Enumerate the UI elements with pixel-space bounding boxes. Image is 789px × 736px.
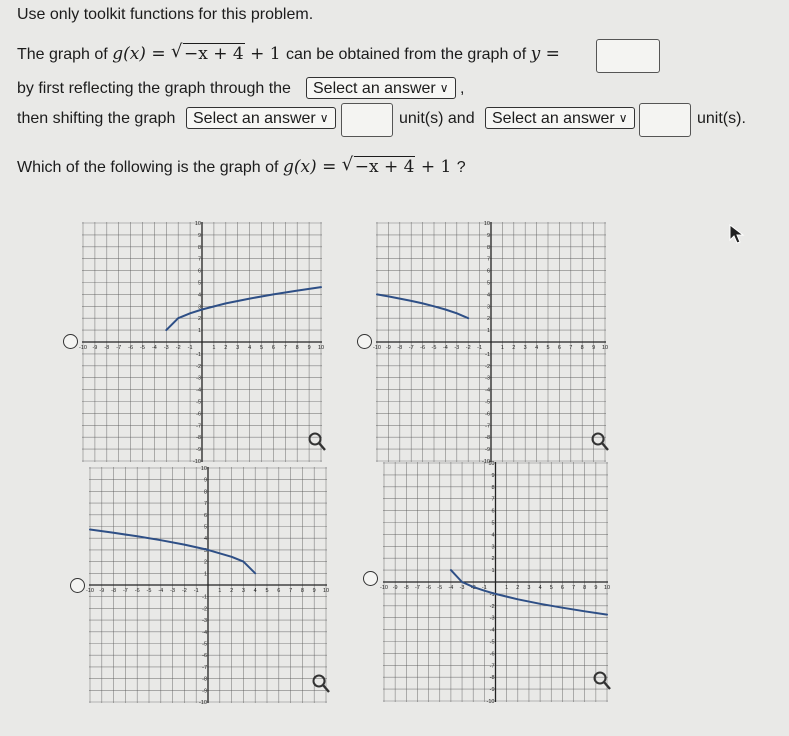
x-tick-label: -10 xyxy=(373,345,381,351)
x-tick-label: -1 xyxy=(477,345,483,351)
parent-function-input[interactable] xyxy=(596,39,660,73)
x-tick-label: 6 xyxy=(560,585,564,591)
y-tick-label: -6 xyxy=(489,651,495,658)
y-tick-label: 4 xyxy=(203,536,207,543)
question-text xyxy=(17,157,466,178)
x-tick-label: 3 xyxy=(236,345,240,351)
y-tick-label: -6 xyxy=(202,653,207,660)
y-tick-label: -2 xyxy=(489,603,495,610)
x-tick-label: -4 xyxy=(151,345,157,351)
reflection-select[interactable] xyxy=(306,77,456,99)
y-tick-label: -5 xyxy=(489,639,495,646)
x-tick-label: -9 xyxy=(385,345,391,351)
y-tick-label: 5 xyxy=(197,280,201,287)
x-tick-label: -3 xyxy=(170,588,176,594)
line1-pre: The graph of xyxy=(17,46,108,63)
question-pre: Which of the following is the graph of xyxy=(17,159,279,176)
y-tick-label: 6 xyxy=(203,512,207,519)
magnifier-icon[interactable] xyxy=(592,670,612,692)
y-tick-label: -9 xyxy=(489,687,495,694)
y-tick-label: 1 xyxy=(491,568,495,575)
sqrt-expression xyxy=(171,44,245,64)
x-tick-label: 10 xyxy=(603,585,611,591)
x-tick-label: 7 xyxy=(572,585,576,591)
y-tick-label: 2 xyxy=(203,559,207,566)
y-tick-label: 6 xyxy=(197,268,201,275)
x-tick-label: 2 xyxy=(516,585,520,591)
x-tick-label: -10 xyxy=(380,585,388,591)
line2-comma: , xyxy=(460,80,465,97)
x-tick-label: -7 xyxy=(116,345,122,351)
x-tick-label: 2 xyxy=(224,345,228,351)
x-tick-label: -4 xyxy=(442,345,448,351)
x-tick-label: 7 xyxy=(289,588,293,594)
line1-mid: can be obtained from the graph of xyxy=(285,46,527,63)
graph-option-b xyxy=(373,221,609,465)
x-tick-label: 1 xyxy=(505,585,509,591)
option-c-radio[interactable] xyxy=(70,578,85,593)
y-tick-label: -9 xyxy=(485,447,490,454)
x-tick-label: -3 xyxy=(163,345,169,351)
x-tick-label: 5 xyxy=(549,585,553,591)
x-tick-label: 9 xyxy=(592,345,596,351)
y-tick-label: -1 xyxy=(196,351,201,358)
x-tick-label: 5 xyxy=(546,345,550,351)
y-tick-label: -2 xyxy=(196,363,201,370)
y-tick-label: -5 xyxy=(485,399,490,406)
y-tick-label: 3 xyxy=(203,547,207,554)
g-lhs: g(x) = xyxy=(112,44,166,64)
y-tick-label: 3 xyxy=(491,544,495,551)
y-tick-label: -10 xyxy=(199,700,207,706)
y-tick-label: -9 xyxy=(196,447,201,454)
magnifier-icon[interactable] xyxy=(307,431,327,453)
x-tick-label: 3 xyxy=(527,585,531,591)
y-tick-label: -1 xyxy=(489,591,495,598)
y-tick-label: -2 xyxy=(202,606,207,613)
y-tick-label: -8 xyxy=(485,435,490,442)
y-tick-label: -1 xyxy=(202,594,207,601)
x-tick-label: 6 xyxy=(271,345,275,351)
x-tick-label: -7 xyxy=(408,345,414,351)
x-tick-label: 9 xyxy=(594,585,598,591)
line3-text: then shifting the graph xyxy=(17,110,176,127)
x-tick-label: -6 xyxy=(426,585,432,591)
y-tick-label: 10 xyxy=(200,466,207,472)
shift2-direction-select[interactable] xyxy=(485,107,635,129)
x-tick-label: -8 xyxy=(397,345,403,351)
x-tick-label: -2 xyxy=(181,588,187,594)
x-tick-label: 8 xyxy=(583,585,587,591)
x-tick-label: -5 xyxy=(146,588,152,594)
y-tick-label: -8 xyxy=(196,435,201,442)
y-tick-label: -4 xyxy=(489,627,495,634)
y-tick-label: 8 xyxy=(203,489,207,496)
x-tick-label: 2 xyxy=(230,588,234,594)
y-tick-label: -5 xyxy=(202,641,207,648)
magnifier-icon[interactable] xyxy=(311,673,331,695)
option-a-radio[interactable] xyxy=(63,334,78,349)
y-tick-label: -10 xyxy=(482,459,490,465)
question-radicand: −x + 4 xyxy=(354,157,415,177)
shift1-select-label: Select an answer xyxy=(193,110,316,127)
y-tick-label: 8 xyxy=(491,484,495,491)
x-tick-label: -9 xyxy=(392,585,398,591)
x-tick-label: 8 xyxy=(300,588,304,594)
y-tick-label: 2 xyxy=(197,316,201,323)
y-tick-label: 9 xyxy=(197,232,201,239)
question-g-lhs: g(x) = xyxy=(282,157,337,177)
x-tick-label: -8 xyxy=(111,588,117,594)
y-tick-label: 10 xyxy=(483,221,490,227)
x-tick-label: 4 xyxy=(538,585,542,591)
y-tick-label: 4 xyxy=(491,532,495,539)
y-tick-label: -10 xyxy=(193,459,201,465)
formula-tail: + 1 xyxy=(250,44,281,64)
x-tick-label: 10 xyxy=(601,345,609,351)
reflection-select-label: Select an answer xyxy=(313,80,436,97)
y-tick-label: 9 xyxy=(491,472,495,479)
x-tick-label: 8 xyxy=(580,345,584,351)
x-tick-label: -9 xyxy=(99,588,105,594)
y-tick-label: -6 xyxy=(485,411,490,418)
x-tick-label: 7 xyxy=(283,345,287,351)
y-tick-label: 7 xyxy=(197,256,201,263)
graph-option-a xyxy=(79,221,325,465)
y-equals: y = xyxy=(530,44,560,64)
option-b-radio[interactable] xyxy=(357,334,372,349)
y-tick-label: 5 xyxy=(203,524,207,531)
x-tick-label: 4 xyxy=(248,345,252,351)
x-tick-label: -5 xyxy=(140,345,145,351)
x-tick-label: -10 xyxy=(86,588,94,594)
y-tick-label: 7 xyxy=(486,256,490,263)
y-tick-label: 4 xyxy=(197,292,201,299)
x-tick-label: -5 xyxy=(431,345,437,351)
x-tick-label: 3 xyxy=(241,588,245,594)
shift1-direction-select[interactable] xyxy=(186,107,336,129)
y-tick-label: -4 xyxy=(485,387,490,394)
y-tick-label: -8 xyxy=(202,676,207,683)
series-curve xyxy=(166,287,321,330)
y-tick-label: 9 xyxy=(486,232,490,239)
y-tick-label: -7 xyxy=(196,423,201,430)
x-tick-label: 7 xyxy=(569,345,573,351)
x-tick-label: -1 xyxy=(187,345,193,351)
y-tick-label: -7 xyxy=(489,663,495,670)
x-tick-label: 9 xyxy=(307,345,311,351)
y-tick-label: 3 xyxy=(197,304,201,311)
y-tick-label: 3 xyxy=(486,304,490,311)
x-tick-label: -4 xyxy=(158,588,164,594)
y-tick-label: -9 xyxy=(202,688,207,695)
x-tick-label: -1 xyxy=(481,585,487,591)
x-tick-label: -3 xyxy=(454,345,460,351)
y-tick-label: -10 xyxy=(486,699,495,705)
chevron-down-icon: ∨ xyxy=(319,111,329,125)
y-tick-label: 5 xyxy=(486,280,490,287)
graph-option-d xyxy=(380,461,611,705)
y-tick-label: 10 xyxy=(488,461,495,467)
y-tick-label: 10 xyxy=(194,221,201,227)
x-tick-label: 6 xyxy=(557,345,561,351)
y-tick-label: -4 xyxy=(202,629,207,636)
y-tick-label: 1 xyxy=(486,328,490,335)
x-tick-label: -8 xyxy=(403,585,409,591)
x-tick-label: 1 xyxy=(218,588,222,594)
unit-text: unit(s). xyxy=(697,110,746,127)
y-tick-label: 6 xyxy=(486,268,490,275)
x-tick-label: 5 xyxy=(265,588,269,594)
chevron-down-icon: ∨ xyxy=(439,81,449,95)
x-tick-label: -2 xyxy=(470,585,476,591)
y-tick-label: -2 xyxy=(485,363,490,370)
y-tick-label: 8 xyxy=(486,244,490,251)
x-tick-label: -4 xyxy=(448,585,454,591)
y-tick-label: 7 xyxy=(491,496,495,503)
question-sqrt xyxy=(342,157,416,177)
y-tick-label: 5 xyxy=(491,520,495,527)
mouse-pointer-icon xyxy=(729,224,747,246)
graph-option-c xyxy=(86,466,330,706)
x-tick-label: 6 xyxy=(277,588,281,594)
y-tick-label: 9 xyxy=(203,477,207,484)
x-tick-label: -3 xyxy=(459,585,465,591)
y-tick-label: 6 xyxy=(491,508,495,515)
y-tick-label: -1 xyxy=(485,351,490,358)
question-mark: ? xyxy=(456,159,466,176)
x-tick-label: 4 xyxy=(253,588,257,594)
x-tick-label: -7 xyxy=(122,588,128,594)
question-formula xyxy=(283,157,457,177)
x-tick-label: 10 xyxy=(322,588,330,594)
y-tick-label: 2 xyxy=(486,316,490,323)
y-tick-label: -3 xyxy=(202,618,207,625)
y-tick-label: 2 xyxy=(491,556,495,563)
y-tick-label: 7 xyxy=(203,501,207,508)
g-function-formula xyxy=(112,44,286,64)
y-tick-label: -7 xyxy=(202,664,207,671)
y-tick-label: -3 xyxy=(489,615,495,622)
y-tick-label: -7 xyxy=(485,423,490,430)
x-tick-label: -6 xyxy=(128,345,134,351)
x-tick-label: 1 xyxy=(212,345,216,351)
x-tick-label: 1 xyxy=(500,345,504,351)
x-tick-label: -2 xyxy=(175,345,181,351)
y-tick-label: -4 xyxy=(196,387,201,394)
y-tick-label: -6 xyxy=(196,411,201,418)
x-tick-label: -6 xyxy=(420,345,426,351)
y-tick-label: 1 xyxy=(197,328,201,335)
y-tick-label: 8 xyxy=(197,244,201,251)
x-tick-label: 10 xyxy=(317,345,325,351)
option-d-radio[interactable] xyxy=(363,571,378,586)
y-tick-label: -8 xyxy=(489,675,495,682)
x-tick-label: -9 xyxy=(92,345,98,351)
shift2-select-label: Select an answer xyxy=(492,110,615,127)
x-tick-label: -10 xyxy=(79,345,87,351)
question-tail: + 1 xyxy=(420,157,452,177)
x-tick-label: 9 xyxy=(312,588,316,594)
shift2-units-input[interactable] xyxy=(639,103,691,137)
x-tick-label: -5 xyxy=(437,585,443,591)
y-tick-label: -3 xyxy=(485,375,490,382)
instruction-text: Use only toolkit functions for this problem. xyxy=(17,6,314,23)
magnifier-icon[interactable] xyxy=(590,431,610,453)
unit-and-text: unit(s) and xyxy=(399,110,475,127)
x-tick-label: 2 xyxy=(512,345,516,351)
shift1-units-input[interactable] xyxy=(341,103,393,137)
line2-text: by first reflecting the graph through the xyxy=(17,80,291,97)
x-tick-label: -6 xyxy=(134,588,140,594)
x-tick-label: -1 xyxy=(193,588,199,594)
x-tick-label: -8 xyxy=(104,345,110,351)
x-tick-label: 3 xyxy=(523,345,527,351)
y-tick-label: 1 xyxy=(203,571,207,578)
y-tick-label: -5 xyxy=(196,399,201,406)
x-tick-label: -7 xyxy=(415,585,420,591)
x-tick-label: 8 xyxy=(295,345,299,351)
chevron-down-icon: ∨ xyxy=(618,111,628,125)
x-tick-label: -2 xyxy=(465,345,471,351)
line1-text xyxy=(17,44,560,65)
radicand: −x + 4 xyxy=(183,44,244,64)
x-tick-label: 5 xyxy=(259,345,264,351)
y-tick-label: -3 xyxy=(196,375,201,382)
x-tick-label: 4 xyxy=(535,345,539,351)
y-tick-label: 4 xyxy=(486,292,490,299)
